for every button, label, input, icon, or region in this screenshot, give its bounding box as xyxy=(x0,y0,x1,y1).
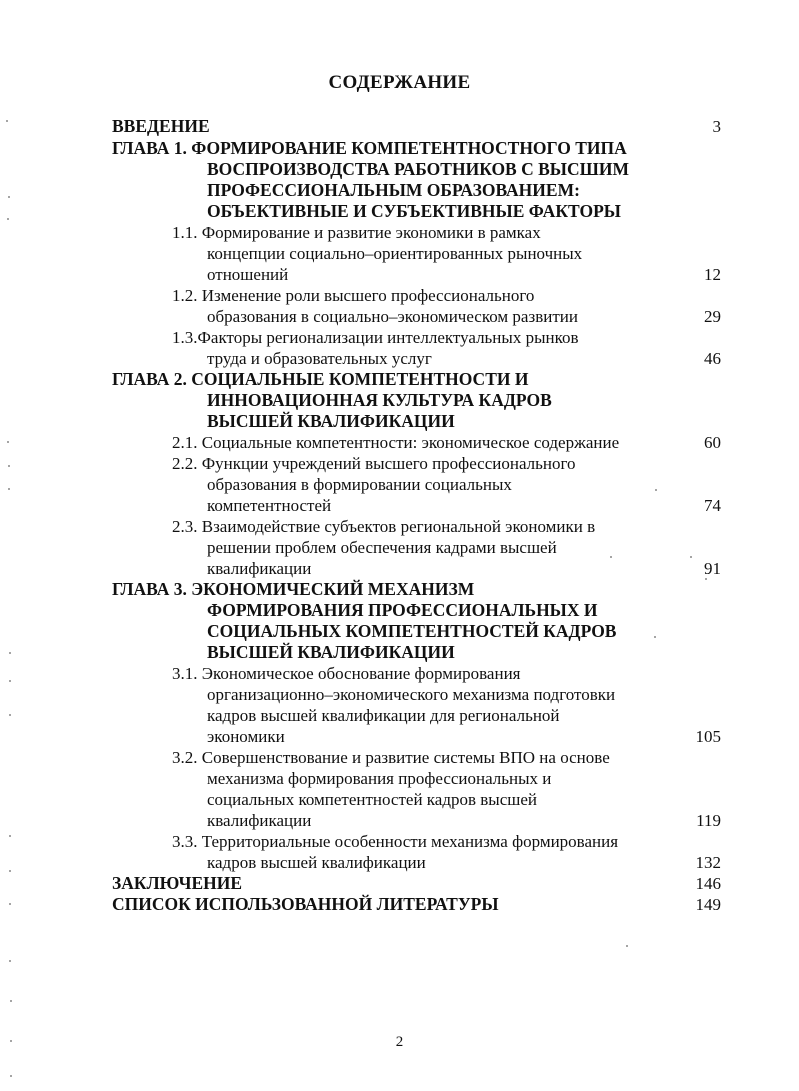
scan-speck xyxy=(626,945,628,947)
toc-section-3-3-line: кадров высшей квалификации xyxy=(207,853,426,872)
toc-section-1-1: 1.1. Формирование и развитие экономики в рамках xyxy=(172,223,541,242)
scan-speck xyxy=(610,556,612,558)
toc-chapter-2-title-line: ИННОВАЦИОННАЯ КУЛЬТУРА КАДРОВ xyxy=(207,390,552,410)
scan-speck xyxy=(8,196,10,198)
toc-chapter-3-title: ГЛАВА 3. ЭКОНОМИЧЕСКИЙ МЕХАНИЗМ xyxy=(112,579,475,599)
toc-chapter-1-title: ГЛАВА 1. ФОРМИРОВАНИЕ КОМПЕТЕНТНОСТНОГО ТИПА xyxy=(112,138,627,158)
scan-speck xyxy=(9,835,11,837)
toc-section-1-1-line: концепции социально–ориентированных рыночных xyxy=(207,244,583,263)
toc-section-1-2-line: образования в социально–экономическом развитии xyxy=(207,307,578,326)
toc-page-section-2-3: 91 xyxy=(704,559,721,578)
toc-section-3-2-line: механизма формирования профессиональных и xyxy=(207,769,552,788)
toc-section-3-1-line: организационно–экономического механизма подготовки xyxy=(207,685,616,704)
scan-speck xyxy=(10,1040,12,1042)
toc-chapter-3-title-line: ВЫСШЕЙ КВАЛИФИКАЦИИ xyxy=(207,642,455,662)
toc-section-2-2: 2.2. Функции учреждений высшего профессионального xyxy=(172,454,576,473)
toc-section-2-3-line: квалификации xyxy=(207,559,312,578)
toc-chapter-3-title-line: ФОРМИРОВАНИЯ ПРОФЕССИОНАЛЬНЫХ И xyxy=(207,600,598,620)
toc-section-3-2-line: квалификации xyxy=(207,811,312,830)
toc-page-section-3-2: 119 xyxy=(696,811,721,830)
scan-speck xyxy=(6,120,8,122)
toc-page-introduction: 3 xyxy=(712,117,721,136)
scan-speck xyxy=(655,489,657,491)
scan-speck xyxy=(654,636,656,638)
scan-speck xyxy=(8,465,10,467)
scan-speck xyxy=(9,903,11,905)
toc-chapter-1-title-line: ПРОФЕССИОНАЛЬНЫМ ОБРАЗОВАНИЕМ: xyxy=(207,180,580,200)
toc-page-section-1-3: 46 xyxy=(704,349,721,368)
toc-section-2-1: 2.1. Социальные компетентности: экономическое содержание xyxy=(172,433,620,452)
toc-section-1-3: 1.3.Факторы регионализации интеллектуальных рынков xyxy=(172,328,579,347)
toc-chapter-2-title-line: ВЫСШЕЙ КВАЛИФИКАЦИИ xyxy=(207,411,455,431)
page-title: СОДЕРЖАНИЕ xyxy=(328,72,471,93)
scan-speck xyxy=(9,870,11,872)
toc-section-1-2: 1.2. Изменение роли высшего профессионального xyxy=(172,286,535,305)
toc-section-2-3-line: решении проблем обеспечения кадрами высшей xyxy=(207,538,557,557)
toc-page-section-1-2: 29 xyxy=(704,307,721,326)
toc-entry-introduction: ВВЕДЕНИЕ xyxy=(112,116,210,136)
scan-speck xyxy=(690,556,692,558)
scan-speck xyxy=(10,1075,12,1077)
toc-entry-bibliography: СПИСОК ИСПОЛЬЗОВАННОЙ ЛИТЕРАТУРЫ xyxy=(112,894,499,914)
scan-speck xyxy=(9,714,11,716)
toc-page-conclusion: 146 xyxy=(695,874,721,893)
scan-speck xyxy=(10,1000,12,1002)
scan-speck xyxy=(9,652,11,654)
toc-section-1-1-line: отношений xyxy=(207,265,289,284)
toc-section-2-2-line: компетентностей xyxy=(207,496,332,515)
scan-speck xyxy=(7,441,9,443)
toc-chapter-3-title-line: СОЦИАЛЬНЫХ КОМПЕТЕНТНОСТЕЙ КАДРОВ xyxy=(207,621,617,641)
toc-page-section-2-2: 74 xyxy=(704,496,721,515)
toc-entry-conclusion: ЗАКЛЮЧЕНИЕ xyxy=(112,873,243,893)
toc-section-3-1: 3.1. Экономическое обоснование формирования xyxy=(172,664,521,683)
toc-section-3-3: 3.3. Территориальные особенности механизма формирования xyxy=(172,832,619,851)
toc-page-bibliography: 149 xyxy=(695,895,721,914)
scan-speck xyxy=(9,960,11,962)
toc-chapter-1-title-line: ОБЪЕКТИВНЫЕ И СУБЪЕКТИВНЫЕ ФАКТОРЫ xyxy=(207,201,621,221)
toc-section-2-2-line: образования в формировании социальных xyxy=(207,475,512,494)
toc-page-section-1-1: 12 xyxy=(704,265,721,284)
scan-speck xyxy=(705,578,707,580)
scan-speck xyxy=(7,218,9,220)
toc-page-section-3-3: 132 xyxy=(695,853,721,872)
toc-section-3-2: 3.2. Совершенствование и развитие системы ВПО на основе xyxy=(172,748,610,767)
toc-page-section-2-1: 60 xyxy=(704,433,721,452)
toc-chapter-2-title: ГЛАВА 2. СОЦИАЛЬНЫЕ КОМПЕТЕНТНОСТИ И xyxy=(112,369,529,389)
toc-section-3-1-line: кадров высшей квалификации для региональной xyxy=(207,706,560,725)
toc-section-3-1-line: экономики xyxy=(207,727,285,746)
scan-speck xyxy=(9,680,11,682)
toc-section-3-2-line: социальных компетентностей кадров высшей xyxy=(207,790,538,809)
toc-section-1-3-line: труда и образовательных услуг xyxy=(207,349,432,368)
scan-speck xyxy=(8,488,10,490)
page-number: 2 xyxy=(395,1034,404,1050)
toc-chapter-1-title-line: ВОСПРОИЗВОДСТВА РАБОТНИКОВ С ВЫСШИМ xyxy=(207,159,629,179)
toc-page-section-3-1: 105 xyxy=(695,727,721,746)
toc-section-2-3: 2.3. Взаимодействие субъектов региональной экономики в xyxy=(172,517,596,536)
